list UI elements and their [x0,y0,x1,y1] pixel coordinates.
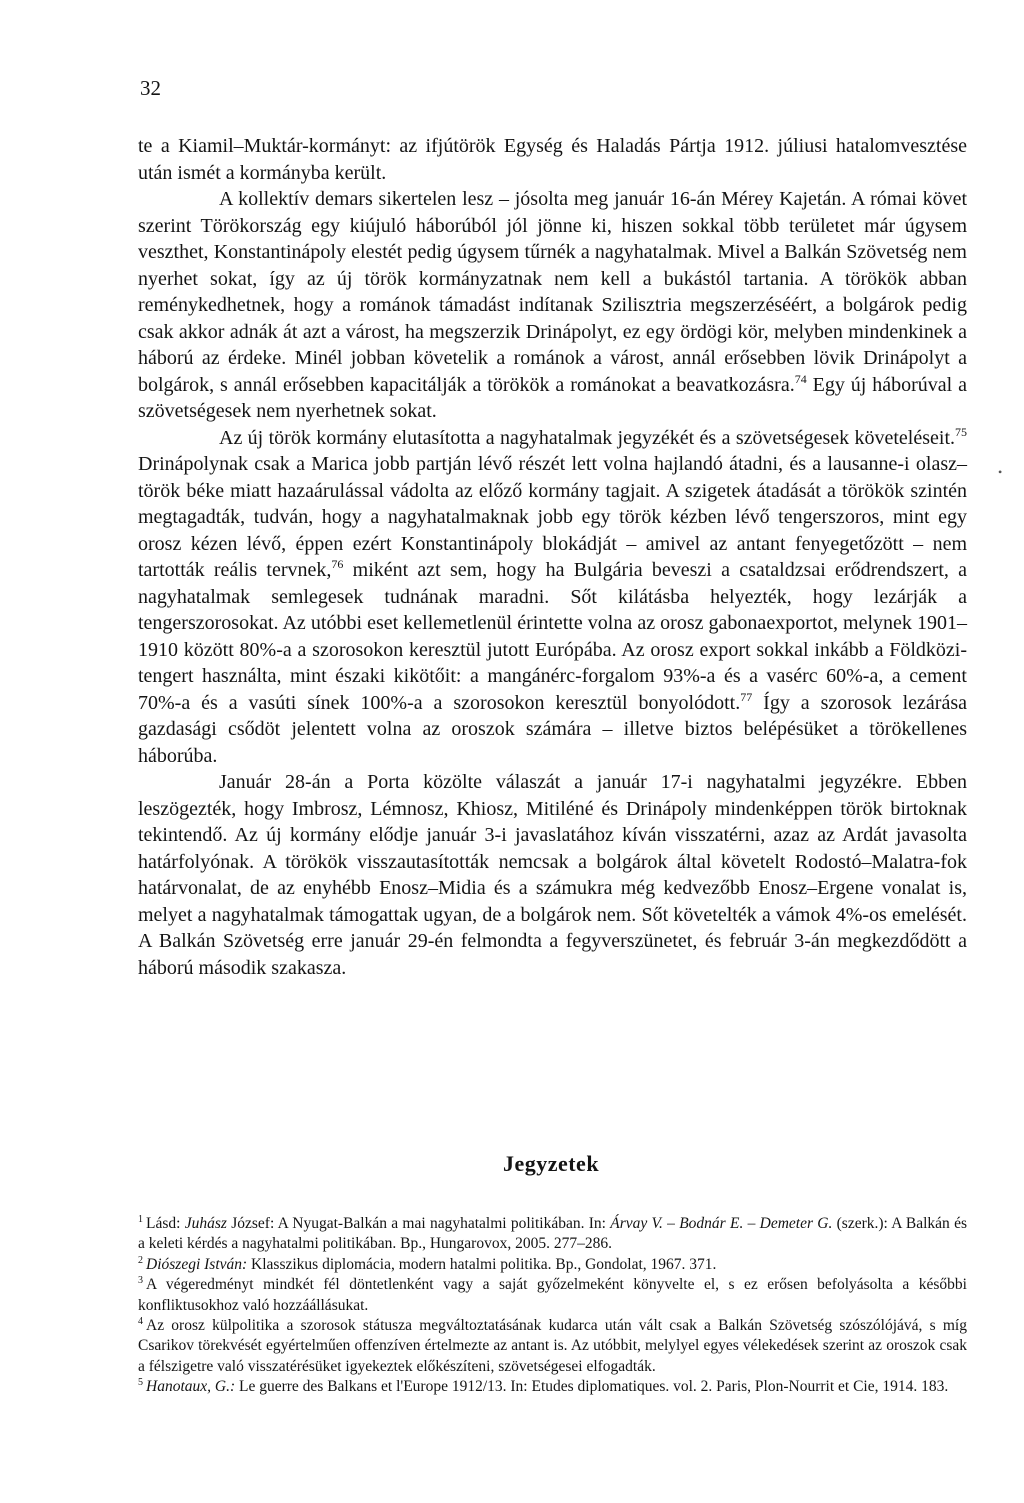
paragraph [138,186,967,425]
footnote [138,1255,967,1275]
author-name: Juhász [184,1215,227,1232]
footnote [138,1377,967,1397]
footnote-ref: 76 [331,557,344,571]
text-run: miként azt sem, hogy ha Bulgária beveszi a csataldzsai erődrendszert, a nagyhatalmak semlegesek tudnának maradni. Sőt kilátásba helyezték, hogy lezárják a tengerszorosokat. Az utóbbi eset kellemetlenül érintette volna az orosz gabonaexportot, melynek 1901–1910 között 80%-a a szorosokon keresztül jutott Európába. Az orosz export sokkal inkább a Földközi-tengert használta, mint északi kikötőit: a mangánérc-forgalom 93%-a és a vasérc 60%-a, a cement 70%-a és a vasúti sínek 100%-a a szorosokon keresztül bonyolódott. [138,559,968,714]
text-run: Egy új háborúval a szövetségesek nem nyerhetnek sokat. [138,373,967,422]
text-run: Klasszikus diplomácia, modern hatalmi politika. Bp., Gondolat, 1967. 371. [247,1255,717,1273]
text-run: Így a szorosok lezárása gazdasági csődöt jelentett volna az oroszok számára – illetve biztos belépésüket a törökellenes háborúba. [138,691,967,767]
footnotes [138,1214,967,1398]
paragraph [138,133,967,186]
text-run: Le guerre des Balkans et l'Europe 1912/13. In: Etudes diplomatiques. vol. 2. Paris, Plon-Nourrit et Cie, 1914. 183. [235,1378,949,1396]
paragraph [138,769,967,981]
footnote-number: 4 [138,1316,143,1328]
author-name: Hanotaux, G.: [146,1378,236,1396]
text-run: Január 28-án a Porta közölte válaszát a január 17-i nagyhatalmi jegyzékre. Ebben leszögezték, hogy Imbrosz, Lémnosz, Khiosz, Mitiléné és Drinápoly mindenképpen török birtoknak tekintendő. Az új kormány elődje január 3-i javaslatához kíván visszatérni, azaz az Ardát javasolta határfolyónak. A törökök visszautasították nemcsak a bolgárok által követelt Rodostó–Malatra-fok határvonalat, de az enyhébb Enosz–Midia és a számukra még kedvezőbb Enosz–Ergene vonalat is, melyet a nagyhatalmak támogattak ugyan, de a bolgárok nem. Sőt követelték a vámok 4%-os emelését. A Balkán Szövetség erre január 29-én felmondta a fegyverszünetet, és február 3-án megkezdődött a háború második szakasza. [138,771,967,979]
footnote [138,1214,967,1255]
text-run: Lásd: [146,1215,185,1232]
notes-heading: Jegyzetek [502,1151,600,1176]
footnote-number: 5 [138,1377,143,1389]
author-name: Diószegi István: [146,1255,248,1273]
text-run: Az orosz külpolitika a szorosok státusza megváltoztatásának kudarca után vált csak a Balkán Szövetség szószólójává, s míg Csarikov törekvését egyértelműen offenzíven értelmezte az antant is. Az utóbbit, melylyel egyes vélekedések szerint az oroszok csak a félszigetre való visszatérésüket igyekeztek előkészíteni, szövetségesei elfogadták. [138,1317,967,1375]
footnote-ref: 74 [794,371,807,386]
text-run: Drinápolynak csak a Marica jobb partján lévő részét lett volna hajlandó átadni, és a lausanne-i olasz–török béke miatt hazaárulással vádolta az előző kormány tagjait. A szigetek átadását a törökök szintén megtagadták, tudván, hogy a nagyhatalmaknak jobb egy török kézben lévő tengerszoros, mint egy orosz kézen lévő, éppen ezért Konstantinápoly blokádját – amivel az antant fenyegetőzött – nem tartották reális tervnek, [138,453,967,581]
footnote-number: 3 [138,1275,143,1287]
footnote-ref: 77 [740,689,753,704]
page-number: 32 [140,76,161,100]
text-run: A kollektív demars sikertelen lesz – jósolta meg január 16-án Mérey Kajetán. A római követ szerint Törökország egy kiújuló háborúból jól jönne ki, hiszen sokkal több területet már úgysem veszthet, Konstantinápoly elestét pedig úgysem tűrnék a nagyhatalmak. Mivel a Balkán Szövetség nem nyerhet sokat, így az új török kormányzatnak nem kell a bukástól tartania. A törökök abban reménykedhetnek, hogy a románok támadást indítanak Szilisztria megszerzéséért, a bolgárok pedig csak akkor adnák át azt a várost, ha megszerzik Drinápolyt, ez egy ördögi kör, melyben mindenkinek a háború az érdeke. Minél jobban követelik a románok a várost, annál erősebben lövik Drinápolyt a bolgárok, s annál erősebben kapacitálják a törökök a románokat a beavatkozásra. [138,188,967,396]
author-name: Árvay V. – Bodnár E. – Demeter G. [610,1215,833,1232]
paragraph [138,425,967,770]
footnote-ref: 75 [955,424,967,439]
text-run: te a Kiamil–Muktár-kormányt: az ifjútörök Egység és Haladás Pártja 1912. júliusi hatalomvesztése után ismét a kormányba került. [138,135,967,184]
footnote [138,1275,967,1316]
stray-mark: • [998,465,1003,479]
text-run: Az új török kormány elutasította a nagyhatalmak jegyzékét és a szövetségesek követeléseit. [219,426,955,449]
text-run: A végeredményt mindkét fél döntetlenként vagy a saját győzelmeként könyvelte el, s ez erősen befolyásolta a későbbi konfliktusokhoz való hozzáállásukat. [138,1276,967,1314]
footnote [138,1316,967,1377]
body-text [138,133,967,981]
footnote-number: 1 [138,1214,143,1225]
footnote-number: 2 [138,1254,143,1266]
text-run: József: A Nyugat-Balkán a mai nagyhatalmi politikában. In: [226,1215,611,1232]
text-run: (szerk.): A Balkán és a keleti kérdés a nagyhatalmi politikában. Bp., Hungarovox, 2005. 277–286. [138,1215,967,1253]
